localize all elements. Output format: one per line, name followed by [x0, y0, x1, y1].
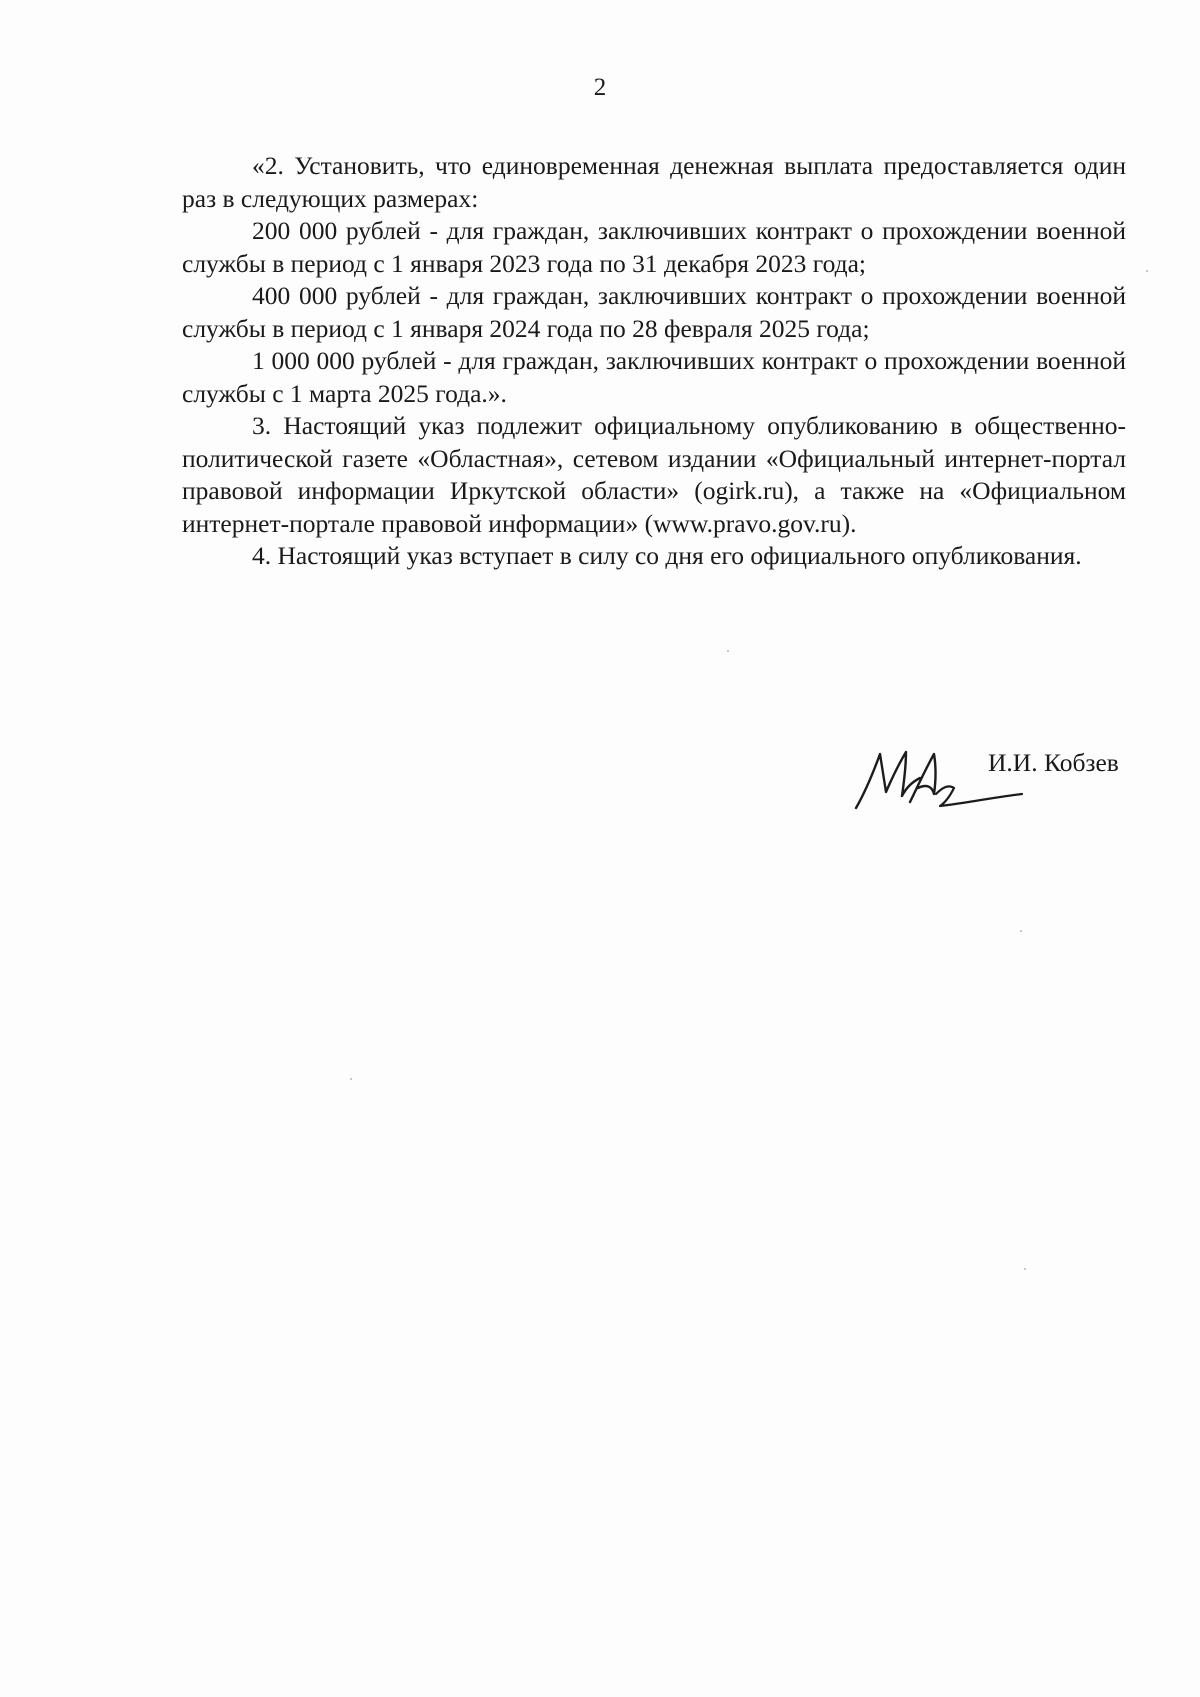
signer-name: И.И. Кобзев	[988, 748, 1119, 777]
paragraph-2: 200 000 рублей - для граждан, заключивших контракт о прохождении военной службы в период с 1 января 2023 года по 31 декабря 2023 года;	[182, 216, 1126, 278]
scan-speck	[1024, 1268, 1026, 1270]
paragraph-4: 1 000 000 рублей - для граждан, заключивших контракт о прохождении военной службы с 1 марта 2025 года.».	[182, 346, 1126, 408]
scan-speck	[350, 1078, 352, 1080]
scan-speck	[1146, 270, 1148, 272]
scan-speck	[727, 650, 729, 652]
paragraph-6: 4. Настоящий указ вступает в силу со дня его официального опубликования.	[252, 541, 1082, 570]
paragraph-5: 3. Настоящий указ подлежит официальному опубликованию в общественно-политической газете «Областная», сетевом издании «Официальный интернет-портал правовой информации Иркутской области» (ogirk.ru), а также на «Официальном интернет-портале правовой информации» (www.pravo.gov.ru).	[182, 411, 1126, 538]
document-body	[182, 150, 1126, 573]
signature-block	[850, 736, 1140, 826]
scan-speck	[1020, 930, 1022, 932]
page-number: 2	[593, 74, 607, 101]
paragraph-1: «2. Установить, что единовременная денежная выплата предоставляется один раз в следующих размерах:	[182, 151, 1126, 213]
paragraph-3: 400 000 рублей - для граждан, заключивших контракт о прохождении военной службы в период с 1 января 2024 года по 28 февраля 2025 года;	[182, 281, 1126, 343]
